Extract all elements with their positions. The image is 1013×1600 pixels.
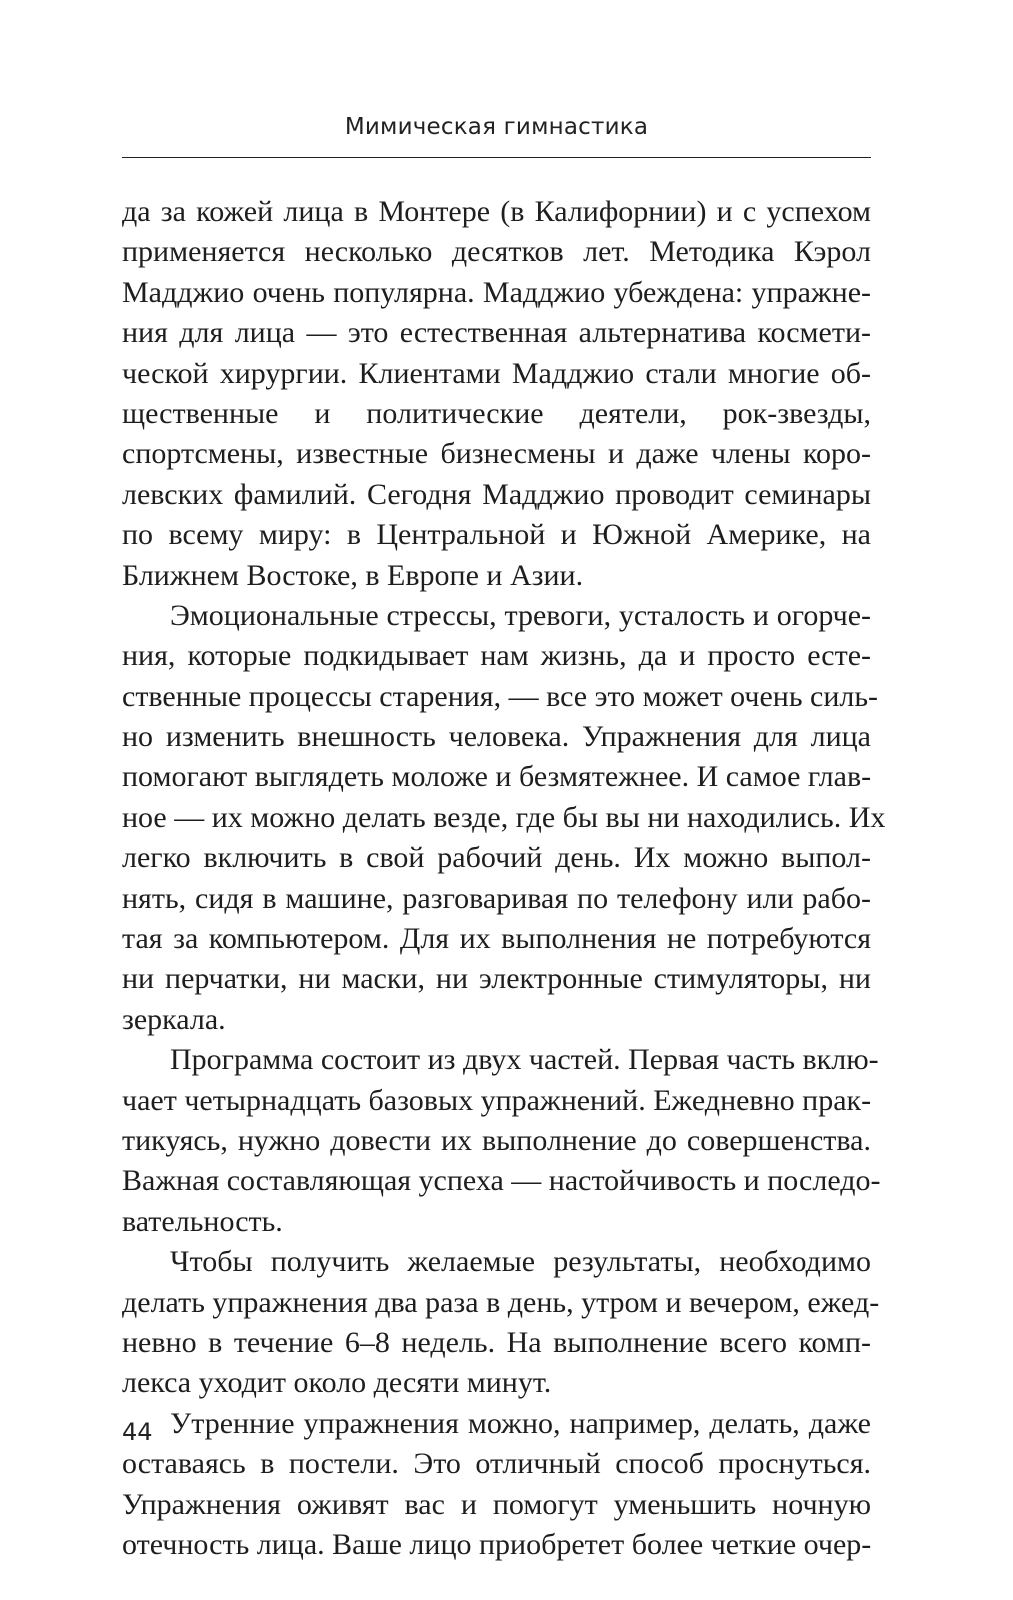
- text-line: нять, сидя в машине, разговаривая по телефону или рабо-: [122, 881, 871, 915]
- text-line: левских фамилий. Сегодня Мадджио проводит семинары: [122, 477, 871, 511]
- paragraph: [122, 1242, 880, 1404]
- text-line: тикуясь, нужно довести их выполнение до совершенства.: [122, 1123, 871, 1157]
- running-title: Мимическая гимнастика: [344, 114, 649, 140]
- text-line: зеркала.: [122, 1002, 226, 1036]
- text-line: лекса уходит около десяти минут.: [122, 1366, 552, 1400]
- text-line: делать упражнения два раза в день, утром и вечером, ежед-: [122, 1285, 880, 1319]
- text-line: ное — их можно делать везде, где бы вы ни находились. Их: [122, 800, 886, 834]
- page-number: 44: [122, 1418, 153, 1446]
- text-line: ния для лица — это естественная альтернатива космети-: [122, 316, 871, 350]
- text-line: помогают выглядеть моложе и безмятежнее. И самое глав-: [122, 760, 872, 794]
- text-line: ни перчатки, ни маски, ни электронные стимуляторы, ни: [122, 962, 871, 996]
- text-line: Чтобы получить желаемые результаты, необходимо: [170, 1245, 871, 1279]
- text-line: Утренние упражнения можно, например, делать, даже: [170, 1406, 871, 1440]
- text-line: да за кожей лица в Монтере (в Калифорнии) и с успехом: [122, 195, 871, 228]
- paragraph: [122, 596, 886, 1040]
- text-line: невно в течение 6–8 недель. На выполнение всего комп-: [122, 1325, 871, 1359]
- text-line: щественные и политические деятели, рок-звезды,: [122, 396, 871, 430]
- paragraph: [122, 192, 871, 596]
- text-line: по всему миру: в Центральной и Южной Америке, на: [122, 518, 871, 552]
- header-rule: [122, 157, 871, 158]
- text-line: тая за компьютером. Для их выполнения не потребуются: [122, 922, 871, 956]
- text-line: Эмоциональные стрессы, тревоги, усталость и огорче-: [170, 598, 871, 632]
- text-line: ния, которые подкидывает нам жизнь, да и просто есте-: [122, 639, 871, 673]
- text-line: Ближнем Востоке, в Европе и Азии.: [122, 558, 584, 592]
- text-line: Важная составляющая успеха — настойчивость и последо-: [122, 1164, 881, 1198]
- text-line: Мадджио очень популярна. Мадджио убеждена: упражне-: [122, 275, 871, 309]
- text-line: применяется несколько десятков лет. Методика Кэрол: [122, 235, 871, 269]
- text-line: легко включить в свой рабочий день. Их можно выпол-: [122, 841, 871, 875]
- text-line: чает четырнадцать базовых упражнений. Ежедневно прак-: [122, 1083, 872, 1117]
- text-line: оставаясь в постели. Это отличный способ проснуться.: [122, 1447, 871, 1481]
- text-line: отечность лица. Ваше лицо приобретет более четкие очер-: [122, 1527, 872, 1561]
- body-text: [122, 192, 886, 1565]
- paragraph: [122, 1040, 881, 1242]
- text-line: вательность.: [122, 1204, 283, 1238]
- text-line: ческой хирургии. Клиентами Мадджио стали многие об-: [122, 356, 871, 390]
- text-line: Упражнения оживят вас и помогут уменьшить ночную: [122, 1487, 871, 1521]
- text-line: Программа состоит из двух частей. Первая часть вклю-: [170, 1043, 879, 1077]
- text-line: спортсмены, известные бизнесмены и даже члены коро-: [122, 437, 871, 471]
- text-line: но изменить внешность человека. Упражнения для лица: [122, 720, 871, 754]
- text-line: ственные процессы старения, — все это может очень силь-: [122, 679, 879, 713]
- paragraph: [122, 1404, 871, 1566]
